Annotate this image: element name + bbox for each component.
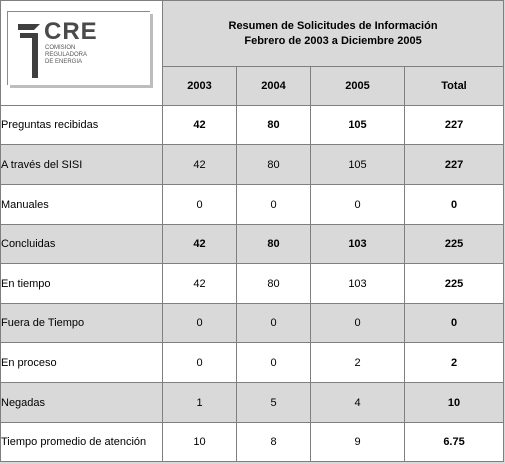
- row-label: En proceso: [1, 343, 163, 383]
- table-cell: 80: [237, 106, 311, 145]
- row-label: En tiempo: [1, 264, 163, 304]
- table-title: [163, 1, 504, 67]
- table-cell: 42: [163, 225, 237, 264]
- title-line-2: Febrero de 2003 a Diciembre 2005: [244, 34, 422, 47]
- table-row: [1, 304, 504, 343]
- column-header: 2004: [237, 67, 311, 106]
- table-cell: 10: [405, 383, 504, 423]
- table-cell: 2: [311, 343, 405, 383]
- table-cell: 225: [405, 264, 504, 304]
- table-cell: 0: [311, 185, 405, 225]
- table-cell: 105: [311, 106, 405, 145]
- table-cell: 0: [237, 304, 311, 343]
- table-cell: 4: [311, 383, 405, 423]
- table-row: [1, 106, 504, 145]
- table-row: [1, 383, 504, 423]
- table-cell: 0: [237, 185, 311, 225]
- table-cell: 225: [405, 225, 504, 264]
- table-cell: 2: [405, 343, 504, 383]
- logo-subtitle-line: DE ENERGIA: [45, 59, 83, 65]
- table-cell: 105: [311, 145, 405, 185]
- table-cell: 0: [163, 185, 237, 225]
- table-cell: 42: [163, 106, 237, 145]
- table-cell: 1: [163, 383, 237, 423]
- table-cell: 103: [311, 225, 405, 264]
- table-header-top-row: [1, 1, 504, 67]
- table-cell: 5: [237, 383, 311, 423]
- table-cell: 103: [311, 264, 405, 304]
- table-cell: 0: [237, 343, 311, 383]
- table-cell: 0: [405, 185, 504, 225]
- logo-subtitle-line: REGULADORA: [45, 52, 88, 58]
- column-header: 2005: [311, 67, 405, 106]
- logo-subtitle: [45, 45, 87, 66]
- logo-name: CRE: [44, 18, 98, 45]
- table-cell: 6.75: [405, 423, 504, 462]
- row-label: A través del SISI: [1, 145, 163, 185]
- row-label: Negadas: [1, 383, 163, 423]
- table-row: [1, 145, 504, 185]
- table-cell: 8: [237, 423, 311, 462]
- table-cell: 9: [311, 423, 405, 462]
- table-row: [1, 185, 504, 225]
- column-header: 2003: [163, 67, 237, 106]
- column-header: Total: [405, 67, 504, 106]
- logo-subtitle-line: COMISION: [45, 45, 76, 51]
- table-cell: 0: [405, 304, 504, 343]
- table-cell: 42: [163, 145, 237, 185]
- cre-logo-icon: [16, 20, 42, 80]
- table-row: [1, 264, 504, 304]
- table-cell: 80: [237, 225, 311, 264]
- table-row: [1, 225, 504, 264]
- cre-logo: [7, 11, 150, 85]
- table-row: [1, 423, 504, 462]
- row-label: Fuera de Tiempo: [1, 304, 163, 343]
- title-line-1: Resumen de Solicitudes de Información: [228, 19, 438, 32]
- table-cell: 0: [163, 343, 237, 383]
- table-cell: 10: [163, 423, 237, 462]
- table-cell: 42: [163, 264, 237, 304]
- table-cell: 80: [237, 145, 311, 185]
- table-cell: 0: [163, 304, 237, 343]
- row-label: Manuales: [1, 185, 163, 225]
- row-label: Tiempo promedio de atención: [1, 423, 163, 462]
- table-cell: 227: [405, 106, 504, 145]
- logo-cell: [1, 1, 163, 106]
- row-label: Concluidas: [1, 225, 163, 264]
- table-cell: 0: [311, 304, 405, 343]
- table-row: [1, 343, 504, 383]
- row-label: Preguntas recibidas: [1, 106, 163, 145]
- table-cell: 80: [237, 264, 311, 304]
- table-cell: 227: [405, 145, 504, 185]
